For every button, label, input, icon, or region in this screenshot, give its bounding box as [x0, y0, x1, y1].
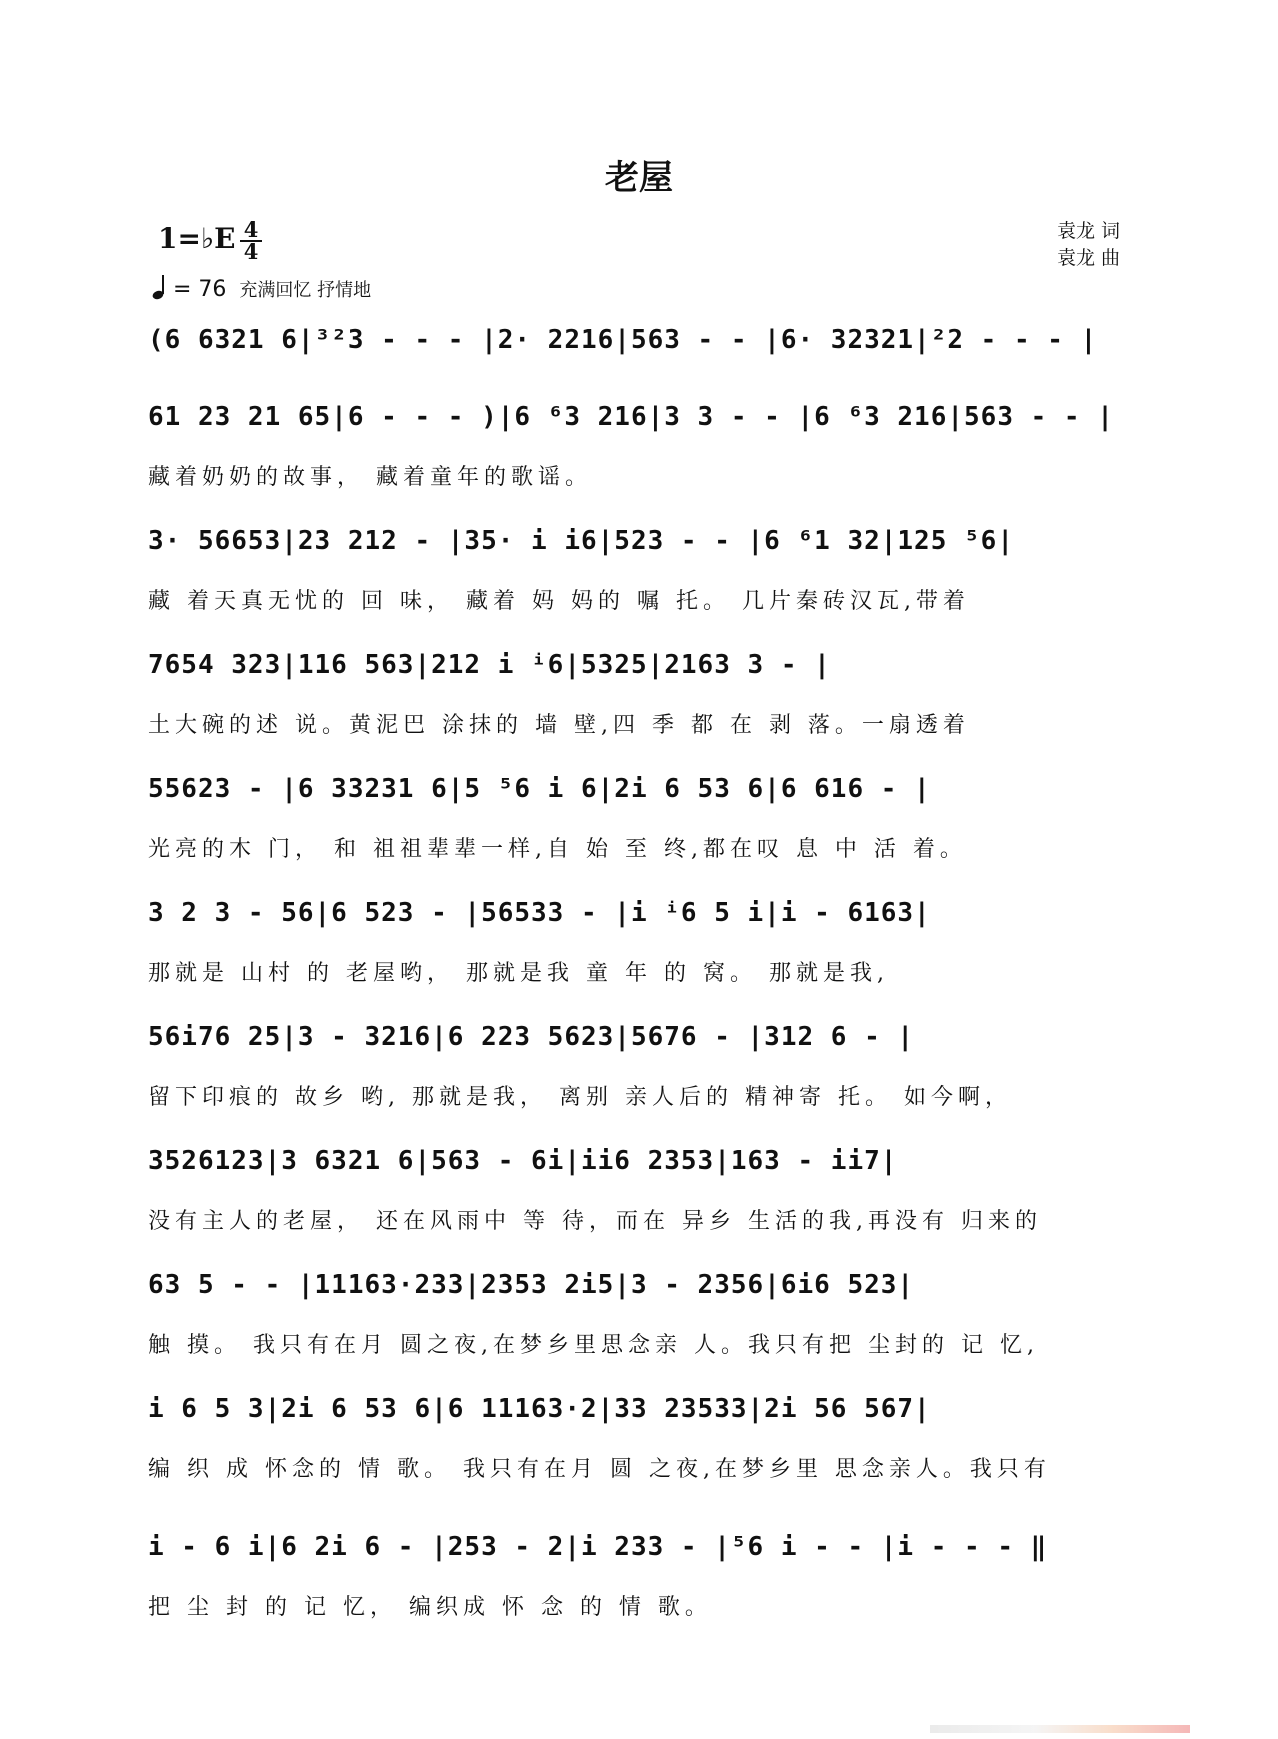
notation-row: (6 6321 6|³²3 - - - |2· 2216|563 - - |6· 32321|²2 - - - |	[148, 325, 1098, 355]
notation-row: 7654 323|116 563|212 i ⁱ6|5325|2163 3 - |	[148, 650, 831, 680]
lyric-row: 触 摸。 我只有在月 圆之夜,在梦乡里思念亲 人。我只有把 尘封的 记 忆,	[148, 1333, 1039, 1358]
lyricist-credit: 袁龙 词	[1056, 220, 1120, 242]
lyric-row: 土大碗的述 说。黄泥巴 涂抹的 墙 壁,四 季 都 在 剥 落。一扇透着	[148, 713, 970, 738]
composer-credit: 袁龙 曲	[1056, 247, 1120, 269]
time-signature-top: 4	[243, 217, 259, 242]
lyric-row: 那就是 山村 的 老屋哟， 那就是我 童 年 的 窝。 那就是我,	[148, 961, 889, 986]
notation-row: 63 5 - - |11163·233|2353 2i5|3 - 2356|6i6 523|	[148, 1270, 915, 1300]
notation-row: 55623 - |6 33231 6|5 ⁵6 i 6|2i 6 53 6|6 616 - |	[148, 774, 931, 804]
notation-row: i 6 5 3|2i 6 53 6|6 11163·2|33 23533|2i 56 567|	[148, 1394, 931, 1424]
song-title: 老屋	[605, 158, 673, 198]
tempo-description: 充满回忆 抒情地	[239, 280, 372, 301]
lyric-row: 光亮的木 门， 和 祖祖辈辈一样,自 始 至 终,都在叹 息 中 活 着。	[148, 837, 967, 862]
notation-row: 3· 56653|23 212 - |35· i i6|523 - - |6 ⁶1 32|125 ⁵6|	[148, 526, 1014, 556]
quarter-note-icon	[152, 274, 166, 306]
key-signature: 1=♭E	[158, 222, 236, 255]
lyric-row: 没有主人的老屋， 还在风雨中 等 待，而在 异乡 生活的我,再没有 归来的	[148, 1209, 1042, 1234]
lyric-row: 藏 着天真无忧的 回 味， 藏着 妈 妈的 嘱 托。 几片秦砖汉瓦,带着	[148, 589, 970, 614]
time-signature	[240, 217, 262, 264]
tempo-marking	[152, 274, 371, 306]
notation-row: 61 23 21 65|6 - - - )|6 ⁶3 216|3 3 - - |6 ⁶3 216|563 - - |	[148, 402, 1114, 432]
time-signature-bottom: 4	[240, 240, 262, 262]
notation-row: i - 6 i|6 2i 6 - |253 - 2|i 233 - |⁵6 i - - |i - - - ‖	[148, 1532, 1048, 1562]
lyric-row: 编 织 成 怀念的 情 歌。 我只有在月 圆 之夜,在梦乡里 思念亲人。我只有	[148, 1457, 1051, 1482]
lyric-row: 藏着奶奶的故事， 藏着童年的歌谣。	[148, 465, 592, 490]
credits	[1040, 218, 1120, 272]
lyric-row: 留下印痕的 故乡 哟, 那就是我， 离别 亲人后的 精神寄 托。 如今啊，	[148, 1085, 1012, 1110]
lyric-row: 把 尘 封 的 记 忆， 编织成 怀 念 的 情 歌。	[148, 1595, 712, 1620]
watermark-strip	[930, 1725, 1190, 1733]
notation-row: 56i76 25|3 - 3216|6 223 5623|5676 - |312 6 - |	[148, 1022, 915, 1052]
tempo-value: = 76	[173, 277, 227, 302]
notation-row: 3526123|3 6321 6|563 - 6i|ii6 2353|163 - ii7|	[148, 1146, 898, 1176]
notation-row: 3 2 3 - 56|6 523 - |56533 - |i ⁱ6 5 i|i - 6163|	[148, 898, 931, 928]
